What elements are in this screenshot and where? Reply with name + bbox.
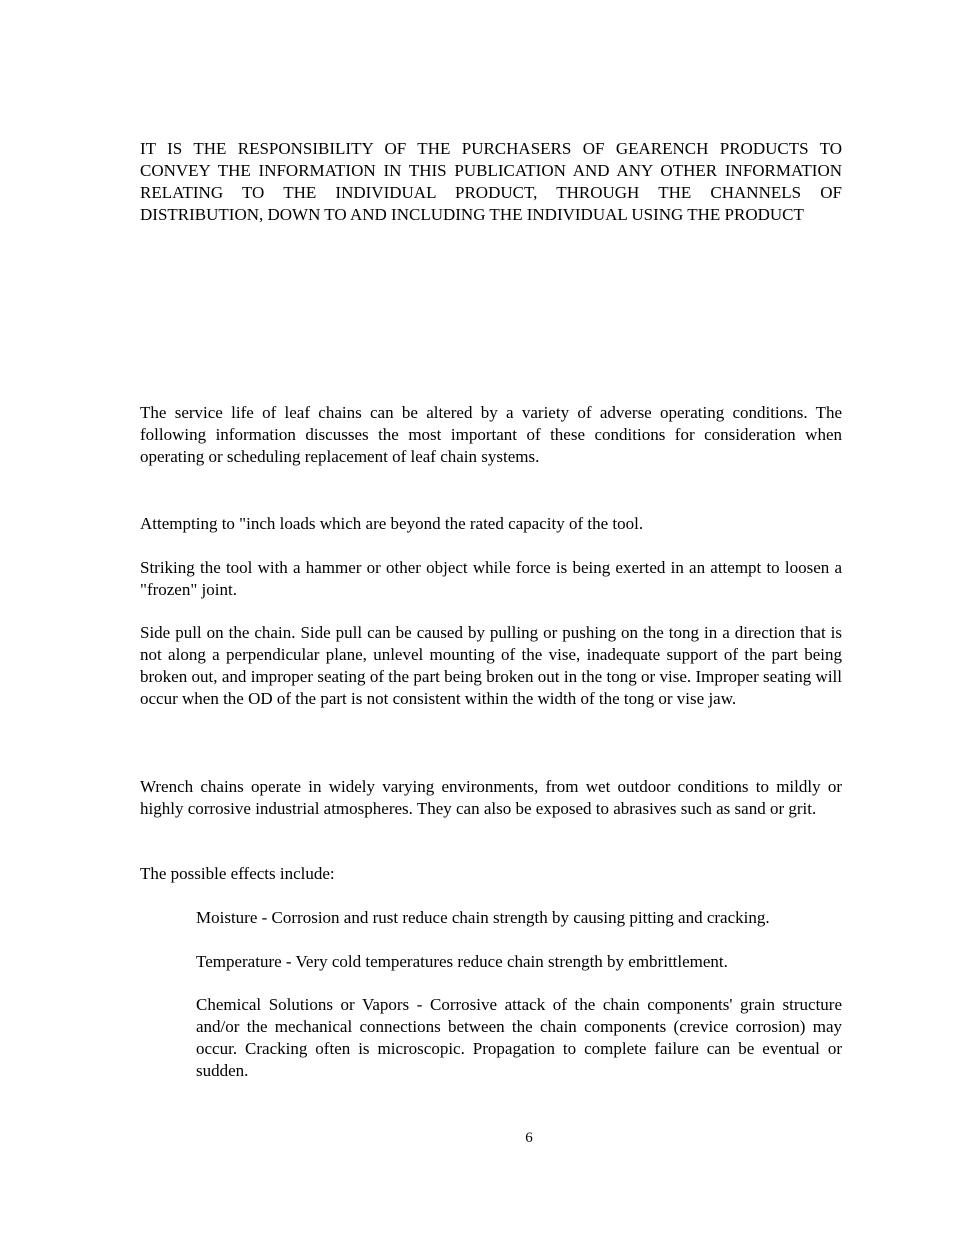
environment-paragraph: Wrench chains operate in widely varying environments, from wet outdoor conditions to mildly or highly corrosive industrial atmospheres. They can also be exposed to abrasives such as sand or grit.	[140, 777, 842, 818]
effect-moisture: Moisture - Corrosion and rust reduce chain strength by causing pitting and cracking.	[196, 908, 770, 927]
effects-intro: The possible effects include:	[140, 864, 335, 883]
responsibility-notice: IT IS THE RESPONSIBILITY OF THE PURCHASERS OF GEARENCH PRODUCTS TO CONVEY THE INFORMATION IN THIS PUBLICATION AND ANY OTHER INFORMATION RELATING TO THE INDIVIDUAL PRODUCT, THROUGH THE CHANNELS OF DISTRIBUTION, DOWN TO AND INCLUDING THE INDIVIDUAL USING THE PRODUCT	[140, 139, 842, 224]
misuse-paragraph-inch-loads: Attempting to "inch loads which are beyond the rated capacity of the tool.	[140, 514, 644, 533]
intro-paragraph: The service life of leaf chains can be altered by a variety of adverse operating conditions. The following information discusses the most important of these conditions for consideration when operating or scheduling replacement of leaf chain systems.	[140, 403, 842, 466]
page-number: 6	[525, 1130, 533, 1146]
effect-chemical: Chemical Solutions or Vapors - Corrosive attack of the chain components' grain structure and/or the mechanical connections between the chain components (crevice corrosion) may occur. Cracking often is microscopic. Propagation to complete failure can be eventual or sudden.	[196, 995, 842, 1080]
misuse-paragraph-side-pull: Side pull on the chain. Side pull can be caused by pulling or pushing on the tong in a direction that is not along a perpendicular plane, unlevel mounting of the vise, inadequate support of the part being broken out, and improper seating of the part being broken out in the tong or vise. Improper seating will occur when the OD of the part is not consistent within the width of the tong or vise jaw.	[140, 623, 842, 708]
misuse-paragraph-striking: Striking the tool with a hammer or other object while force is being exerted in an attempt to loosen a "frozen" joint.	[140, 558, 842, 599]
effect-temperature: Temperature - Very cold temperatures reduce chain strength by embrittlement.	[196, 952, 728, 971]
